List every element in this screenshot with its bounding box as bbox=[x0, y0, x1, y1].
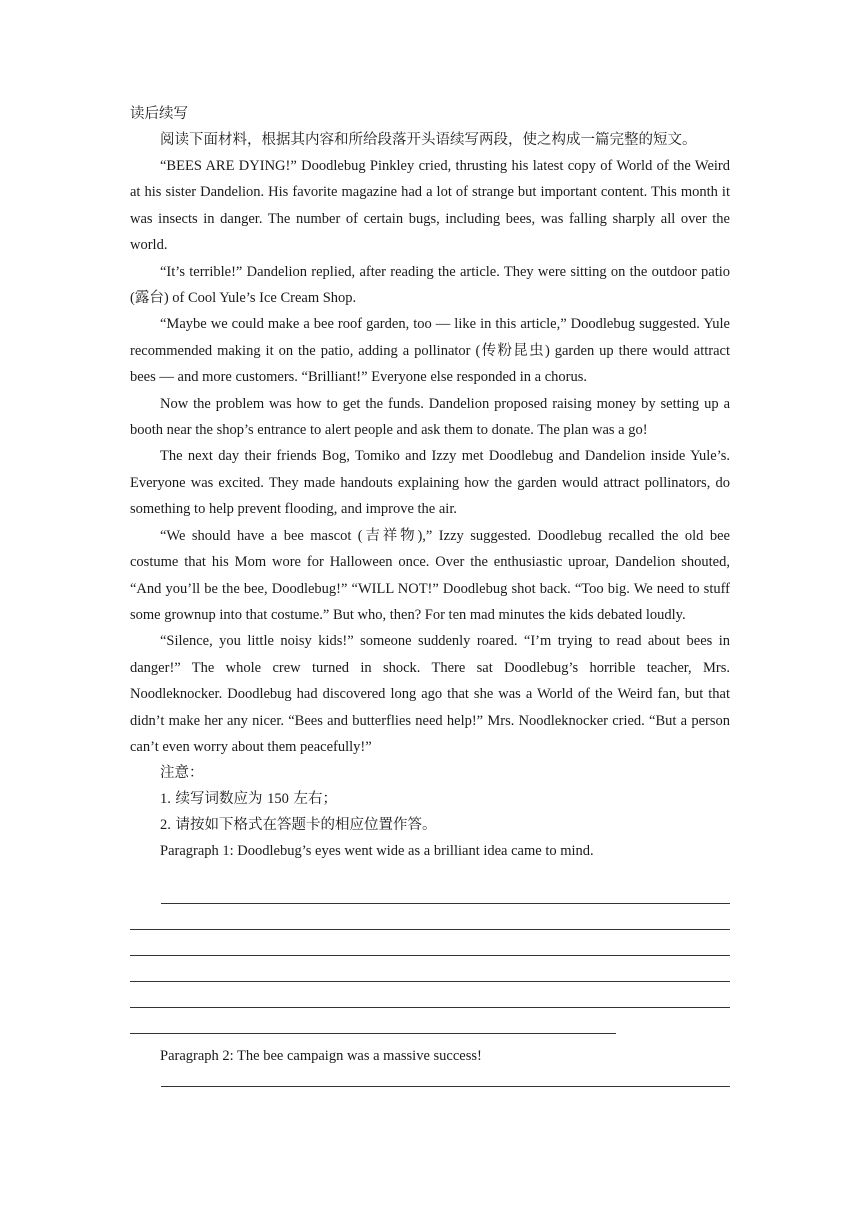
answer-line[interactable] bbox=[130, 981, 730, 982]
note-1-number: 1. bbox=[160, 791, 171, 808]
answer-line[interactable] bbox=[130, 1033, 616, 1034]
story-paragraph-7: “Silence, you little noisy kids!” someone suddenly roared. “I’m trying to read about bees in danger!” The whole crew turned in shock. There sat Doodlebug’s horrible teacher, Mrs. Noodleknocker. Doodlebug had discovered long ago that she was a World of the Weird fan, but that didn’t make her any nicer. “Bees and butterflies need help!” Mrs. Noodleknocker cried. “But a person can’t even worry about them peacefully!” bbox=[130, 633, 730, 755]
answer-line[interactable] bbox=[130, 955, 730, 956]
answer-line[interactable] bbox=[161, 1086, 730, 1087]
note-2 bbox=[130, 812, 730, 838]
story-paragraph-1: “BEES ARE DYING!” Doodlebug Pinkley cried, thrusting his latest copy of World of the Weird at his sister Dandelion. His favorite magazine had a lot of strange but important content. This month it was insects in danger. The number of certain bugs, including bees, was falling sharply all over the world. bbox=[130, 158, 730, 254]
note-1-text-b: 左右； bbox=[293, 791, 337, 808]
notes-label: 注意： bbox=[160, 765, 204, 782]
answer-line[interactable] bbox=[130, 1007, 730, 1008]
instruction-text: 阅读下面材料，根据其内容和所给段落开头语续写两段，使之构成一篇完整的短文。 bbox=[160, 132, 697, 148]
answer-line[interactable] bbox=[130, 929, 730, 930]
story-paragraph-2: “It’s terrible!” Dandelion replied, after reading the article. They were sitting on the outdoor patio (露台) of Cool Yule’s Ice Cream Shop. bbox=[130, 263, 730, 307]
paragraph-2-prompt: Paragraph 2: The bee campaign was a massive success! bbox=[160, 1048, 482, 1064]
note-2-text: 请按如下格式在答题卡的相应位置作答。 bbox=[175, 817, 437, 834]
story-paragraph-5: The next day their friends Bog, Tomiko and Izzy met Doodlebug and Dandelion inside Yule’s. Everyone was excited. They made handouts explaining how the garden would attract pollinators, do something to help prevent flooding, and improve the air. bbox=[130, 448, 730, 518]
note-1 bbox=[130, 786, 730, 812]
section-heading: 读后续写 bbox=[130, 106, 188, 122]
story-paragraph-3: “Maybe we could make a bee roof garden, too — like in this article,” Doodlebug suggested. Yule recommended making it on the patio, adding a pollinator (传粉昆虫) garden up there would attract bees — and more customers. “Brilliant!” Everyone else responded in a chorus. bbox=[130, 316, 730, 386]
story-paragraph-6: “We should have a bee mascot (吉祥物),” Izzy suggested. Doodlebug recalled the old bee costume that his Mom wore for Halloween once. Over the enthusiastic uproar, Dandelion shouted, “And you’ll be the bee, Doodlebug!” “WILL NOT!” Doodlebug shot back. “Too big. We need to stuff some grownup into that costume.” But who, then? For ten mad minutes the kids debated loudly. bbox=[130, 527, 730, 623]
paragraph-1-prompt: Paragraph 1: Doodlebug’s eyes went wide as a brilliant idea came to mind. bbox=[160, 843, 594, 860]
note-1-text-a: 续写词数应为 bbox=[175, 791, 263, 808]
worksheet bbox=[130, 101, 730, 864]
note-1-count: 150 bbox=[267, 791, 289, 808]
story-paragraph-4: Now the problem was how to get the funds. Dandelion proposed raising money by setting up a booth near the shop’s entrance to alert people and ask them to donate. The plan was a go! bbox=[130, 395, 730, 439]
note-2-number: 2. bbox=[160, 817, 171, 834]
answer-line[interactable] bbox=[161, 903, 730, 904]
